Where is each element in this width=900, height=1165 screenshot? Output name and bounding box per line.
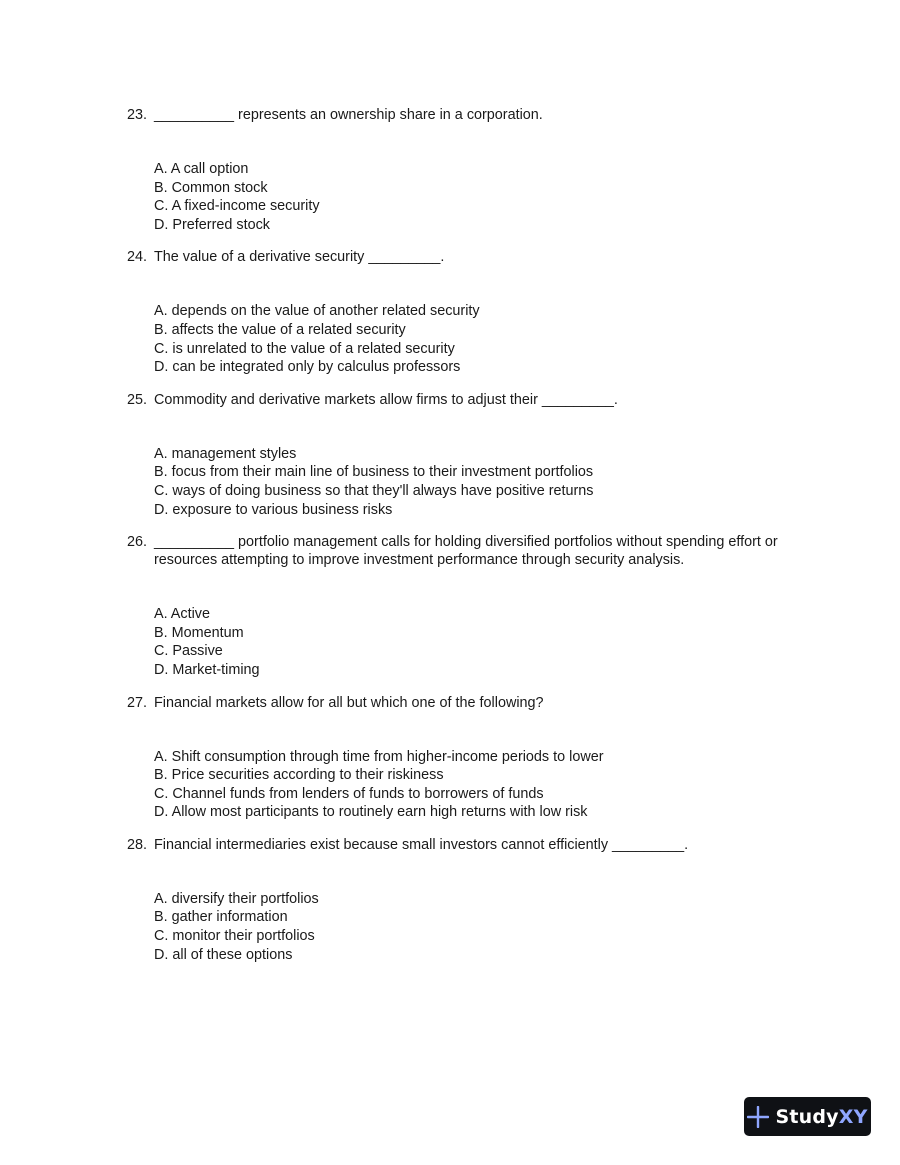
question-number: 27. [127, 694, 148, 711]
brand-name [775, 1106, 867, 1128]
question-number: 24. [127, 249, 148, 266]
question-stem [127, 694, 807, 712]
answer-option: C. ways of doing business so that they'll always have positive returns [154, 482, 594, 499]
question-item [127, 106, 807, 234]
answer-option: C. Channel funds from lenders of funds to borrowers of funds [154, 785, 544, 802]
answer-option: B. Momentum [154, 624, 244, 641]
question-text: __________ portfolio management calls for holding diversified portfolios without spending effort or resources attempting to improve investment performance through security analysis. [154, 534, 778, 569]
answer-options [154, 160, 807, 234]
plus-icon [747, 1106, 769, 1128]
answer-option: D. can be integrated only by calculus professors [154, 359, 461, 376]
answer-option: D. Market-timing [154, 661, 260, 678]
answer-options [154, 605, 807, 679]
answer-options [154, 748, 807, 822]
answer-options [154, 445, 807, 519]
question-stem [127, 533, 807, 569]
answer-options [154, 890, 807, 964]
question-text: Financial intermediaries exist because small investors cannot efficiently _________. [154, 836, 689, 853]
question-item [127, 248, 807, 376]
question-stem [127, 106, 807, 124]
answer-option: C. A fixed-income security [154, 198, 320, 215]
question-item [127, 533, 807, 679]
question-number: 25. [127, 391, 148, 408]
answer-option: A. diversify their portfolios [154, 890, 319, 907]
answer-option: B. Common stock [154, 179, 268, 196]
brand-name-accent: XY [838, 1105, 868, 1128]
answer-option: A. Shift consumption through time from higher-income periods to lower [154, 748, 604, 765]
studyxy-logo[interactable] [744, 1097, 871, 1136]
answer-option: D. all of these options [154, 946, 293, 963]
question-stem [127, 391, 807, 409]
answer-option: B. affects the value of a related security [154, 321, 406, 338]
question-item [127, 836, 807, 964]
question-text: Commodity and derivative markets allow firms to adjust their _________. [154, 391, 618, 408]
question-number: 28. [127, 836, 148, 853]
answer-option: A. Active [154, 606, 210, 623]
question-text: The value of a derivative security _________. [154, 249, 445, 266]
question-item [127, 694, 807, 822]
answer-option: B. gather information [154, 909, 288, 926]
answer-option: B. focus from their main line of business to their investment portfolios [154, 464, 594, 481]
question-list [127, 106, 807, 978]
question-text: Financial markets allow for all but which one of the following? [154, 694, 544, 711]
question-number: 23. [127, 107, 148, 123]
answer-option: C. is unrelated to the value of a related security [154, 340, 455, 357]
answer-option: B. Price securities according to their riskiness [154, 767, 444, 784]
brand-name-main: Study [775, 1105, 839, 1128]
answer-option: C. Passive [154, 643, 223, 660]
question-stem [127, 248, 807, 266]
answer-option: A. depends on the value of another related security [154, 303, 480, 320]
answer-option: D. Allow most participants to routinely earn high returns with low risk [154, 804, 588, 821]
answer-option: D. exposure to various business risks [154, 501, 393, 518]
question-text: __________ represents an ownership share in a corporation. [154, 107, 543, 123]
question-item [127, 391, 807, 519]
answer-option: A. management styles [154, 445, 297, 462]
answer-option: C. monitor their portfolios [154, 928, 315, 945]
answer-options [154, 302, 807, 376]
answer-option: A. A call option [154, 161, 249, 177]
answer-option: D. Preferred stock [154, 216, 270, 233]
question-stem [127, 836, 807, 854]
question-number: 26. [127, 534, 148, 551]
